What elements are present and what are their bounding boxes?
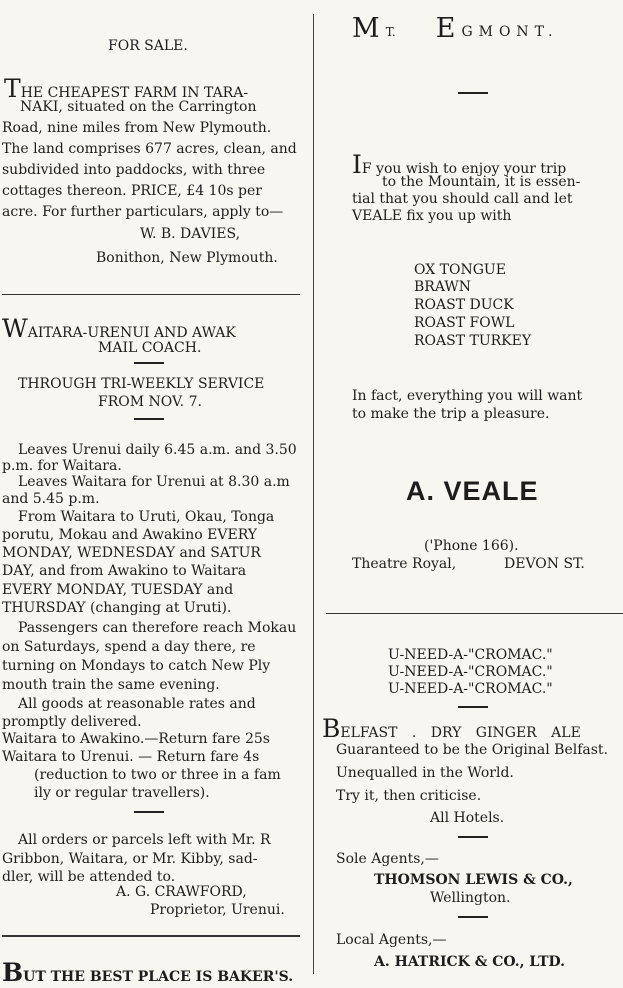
belfast-line: Try it, then criticise. [336,788,482,804]
drop-cap-b: B [322,714,341,743]
left-column [0,0,310,988]
orders-line: Gribbon, Waitara, or Mr. Kibby, sad- [2,851,258,867]
passenger-line: mouth train the same evening. [2,677,220,693]
passenger-line: on Saturdays, spend a day there, re [2,639,256,655]
for-sale-address: Bonithon, New Plymouth. [96,250,278,266]
orders-line: dler, will be attended to. [2,869,176,885]
short-divider [458,836,488,838]
intro-line-1: IF you wish to enjoy your trip [352,150,567,179]
fare-line: Waitara to Awakino.—Return fare 25s [2,731,270,747]
intro-line-4: VEALE fix you up with [352,208,512,224]
mail-coach-title: WAITARA-URENUI AND AWAK [2,314,236,343]
menu-item-roast-turkey: ROAST TURKEY [414,333,532,349]
service-date: FROM NOV. 7. [98,394,202,410]
for-sale-line-5: subdivided into paddocks, with three [2,162,266,178]
drop-cap-i: I [352,150,362,179]
passenger-line: Passengers can therefore reach Mokau [18,620,297,636]
cromac-line: U-NEED-A-"CROMAC." [388,647,553,663]
cromac-line: U-NEED-A-"CROMAC." [388,664,553,680]
for-sale-line-1: THE CHEAPEST FARM IN TARA- [4,74,249,103]
for-sale-line-6: cottages thereon. PRICE, £4 10s per [2,183,262,199]
belfast-line: Guaranteed to be the Original Belfast. [336,742,609,758]
timetable-line: Leaves Waitara for Urenui at 8.30 a.m [18,474,290,490]
for-sale-line-7: acre. For further particulars, apply to— [2,204,284,220]
intro-line-2: to the Mountain, it is essen- [382,174,581,190]
drop-cap-t: T [4,74,21,103]
section-rule [2,935,300,937]
drop-cap-b: B [2,958,24,987]
all-hotels: All Hotels. [430,810,505,826]
veale-phone: ('Phone 166). [424,538,519,554]
route-line: EVERY MONDAY, TUESDAY and [2,582,234,598]
bakers-headline: BUT THE BEST PLACE IS BAKER'S. [2,958,294,987]
right-column [318,0,623,988]
sole-agent-city: Wellington. [430,890,511,906]
route-line: THURSDAY (changing at Uruti). [2,600,232,616]
for-sale-signature: W. B. DAVIES, [140,226,241,242]
short-divider [458,706,488,708]
short-divider [134,418,164,420]
goods-line: promptly delivered. [2,714,142,730]
intro-line-3: tial that you should call and let [352,191,573,207]
veale-location: Theatre Royal, [352,556,457,572]
route-line: porutu, Mokau and Awakino EVERY [2,527,258,543]
sole-agent-name: THOMSON LEWIS & CO., [374,872,573,888]
fare-line: ily or regular travellers). [34,785,210,801]
fare-line: (reduction to two or three in a fam [34,767,281,783]
menu-item-ox-tongue: OX TONGUE [414,262,506,278]
column-divider [313,14,314,974]
for-sale-line-3: Road, nine miles from New Plymouth. [2,120,272,136]
local-agents-label: Local Agents,— [336,932,447,948]
mt-egmont-title: M T. E GMONT. [352,13,559,44]
short-divider [458,92,488,94]
timetable-line: and 5.45 p.m. [2,491,100,507]
menu-item-roast-duck: ROAST DUCK [414,297,514,313]
veale-street: DEVON ST. [504,556,585,572]
coach-proprietor: Proprietor, Urenui. [150,902,285,918]
route-line: DAY, and from Awakino to Waitara [2,563,247,579]
cromac-line: U-NEED-A-"CROMAC." [388,681,553,697]
belfast-line: Unequalled in the World. [336,765,514,781]
for-sale-heading: FOR SALE. [108,38,188,54]
short-divider [458,916,488,918]
short-divider [134,362,164,364]
drop-cap-w: W [2,314,28,343]
section-rule [2,294,300,295]
mail-coach-subtitle: MAIL COACH. [98,340,202,356]
closing-line-2: to make the trip a pleasure. [352,406,550,422]
orders-line: All orders or parcels left with Mr. R [18,832,271,848]
fare-line: Waitara to Urenui. — Return fare 4s [2,749,260,765]
timetable-line: Leaves Urenui daily 6.45 a.m. and 3.50 [18,442,297,458]
passenger-line: turning on Mondays to catch New Ply [2,658,271,674]
for-sale-line-4: The land comprises 677 acres, clean, and [2,141,297,157]
local-agent-name: A. HATRICK & CO., LTD. [374,954,566,970]
menu-item-roast-fowl: ROAST FOWL [414,315,515,331]
short-divider [134,811,164,813]
closing-line-1: In fact, everything you will want [352,388,583,404]
for-sale-line-2: NAKI, situated on the Carrington [20,99,257,115]
route-line: MONDAY, WEDNESDAY and SATUR [2,545,261,561]
coach-signature: A. G. CRAWFORD, [116,884,247,900]
section-rule [326,613,623,614]
veale-name: A. VEALE [406,476,539,506]
timetable-line: p.m. for Waitara. [2,458,122,474]
service-heading: THROUGH TRI-WEEKLY SERVICE [18,376,265,392]
menu-item-brawn: BRAWN [414,279,472,295]
belfast-headline: BELFAST . DRY GINGER ALE [322,714,581,743]
route-line: From Waitara to Uruti, Okau, Tonga [18,509,275,525]
goods-line: All goods at reasonable rates and [18,696,256,712]
sole-agents-label: Sole Agents,— [336,851,439,867]
